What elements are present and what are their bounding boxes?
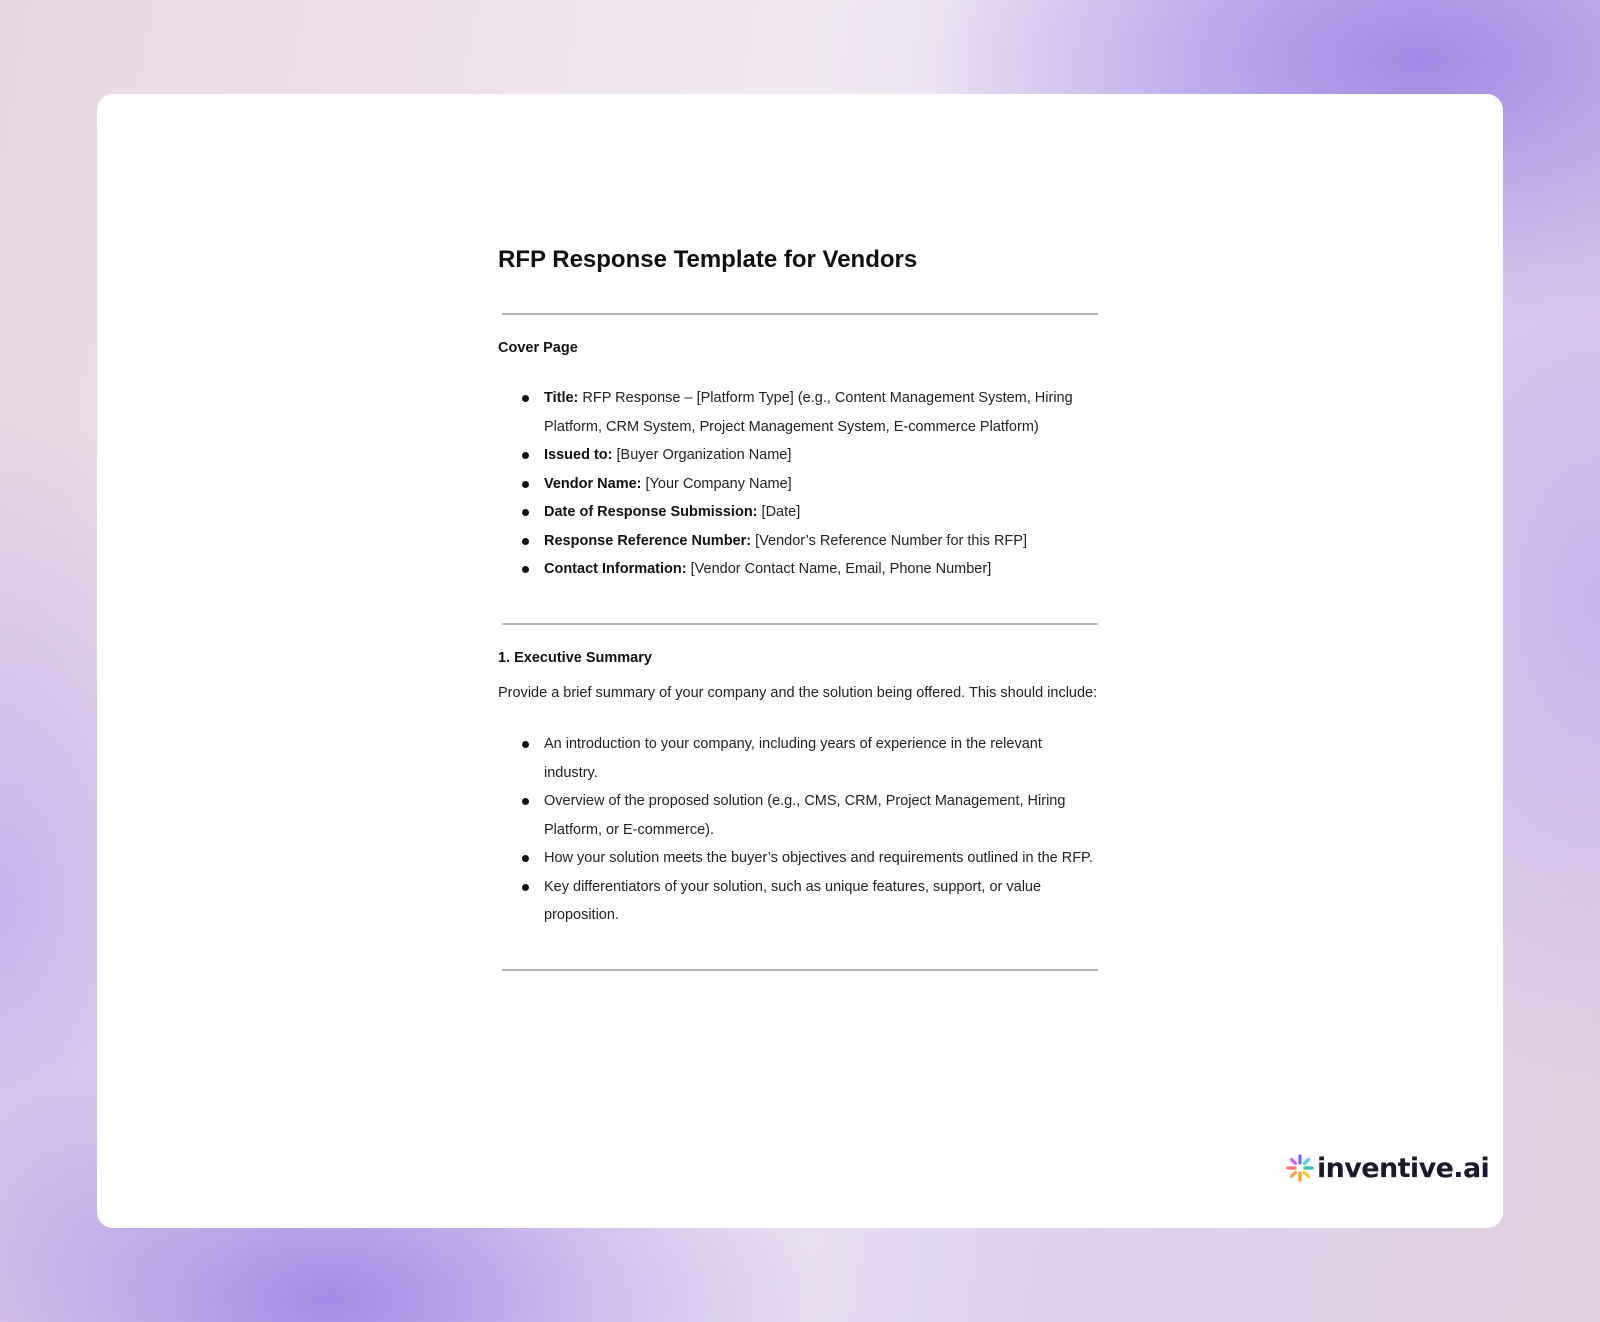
divider xyxy=(502,313,1098,315)
list-item xyxy=(544,555,1098,584)
list-item xyxy=(544,441,1098,470)
divider xyxy=(502,623,1098,625)
item-value: [Vendor Contact Name, Email, Phone Number] xyxy=(686,561,992,577)
list-item xyxy=(544,527,1098,556)
item-label: Title: xyxy=(544,390,579,406)
item-value: RFP Response – [Platform Type] (e.g., Content Management System, Hiring Platform, CRM System, Project Management System, E-commerce Platform) xyxy=(544,390,1073,435)
item-label: Response Reference Number: xyxy=(544,532,752,549)
list-item xyxy=(544,470,1098,499)
executive-summary-intro: Provide a brief summary of your company and the solution being offered. This should include: xyxy=(498,684,1098,701)
item-label: Issued to: xyxy=(544,447,613,463)
document-title: RFP Response Template for Vendors xyxy=(498,246,918,273)
list-item: An introduction to your company, including years of experience in the relevant industry. xyxy=(544,730,1098,787)
item-value: [Date] xyxy=(757,504,801,520)
cover-page-heading: Cover Page xyxy=(498,340,578,356)
item-label: Date of Response Submission: xyxy=(544,504,758,520)
item-value: [Vendor’s Reference Number for this RFP] xyxy=(751,532,1027,549)
list-item: How your solution meets the buyer’s objectives and requirements outlined in the RFP. xyxy=(544,844,1098,873)
list-item: Key differentiators of your solution, such as unique features, support, or value proposition. xyxy=(544,873,1098,930)
item-label: Contact Information: xyxy=(544,561,687,577)
item-value: [Buyer Organization Name] xyxy=(612,447,792,463)
executive-summary-list xyxy=(498,730,1098,930)
logo-text: inventive.ai xyxy=(1317,1152,1490,1184)
divider xyxy=(502,969,1098,971)
brand-logo xyxy=(1285,1151,1489,1185)
document-card xyxy=(97,94,1503,1228)
executive-summary-heading: 1. Executive Summary xyxy=(498,649,652,666)
document-content xyxy=(498,244,1098,971)
item-label: Vendor Name: xyxy=(544,475,642,492)
list-item xyxy=(544,498,1098,527)
list-item xyxy=(544,384,1098,441)
cover-page-list xyxy=(498,384,1098,584)
list-item: Overview of the proposed solution (e.g., CMS, CRM, Project Management, Hiring Platform, or E-commerce). xyxy=(544,787,1098,844)
item-value: [Your Company Name] xyxy=(641,475,792,492)
sparkle-burst-icon xyxy=(1285,1153,1315,1183)
